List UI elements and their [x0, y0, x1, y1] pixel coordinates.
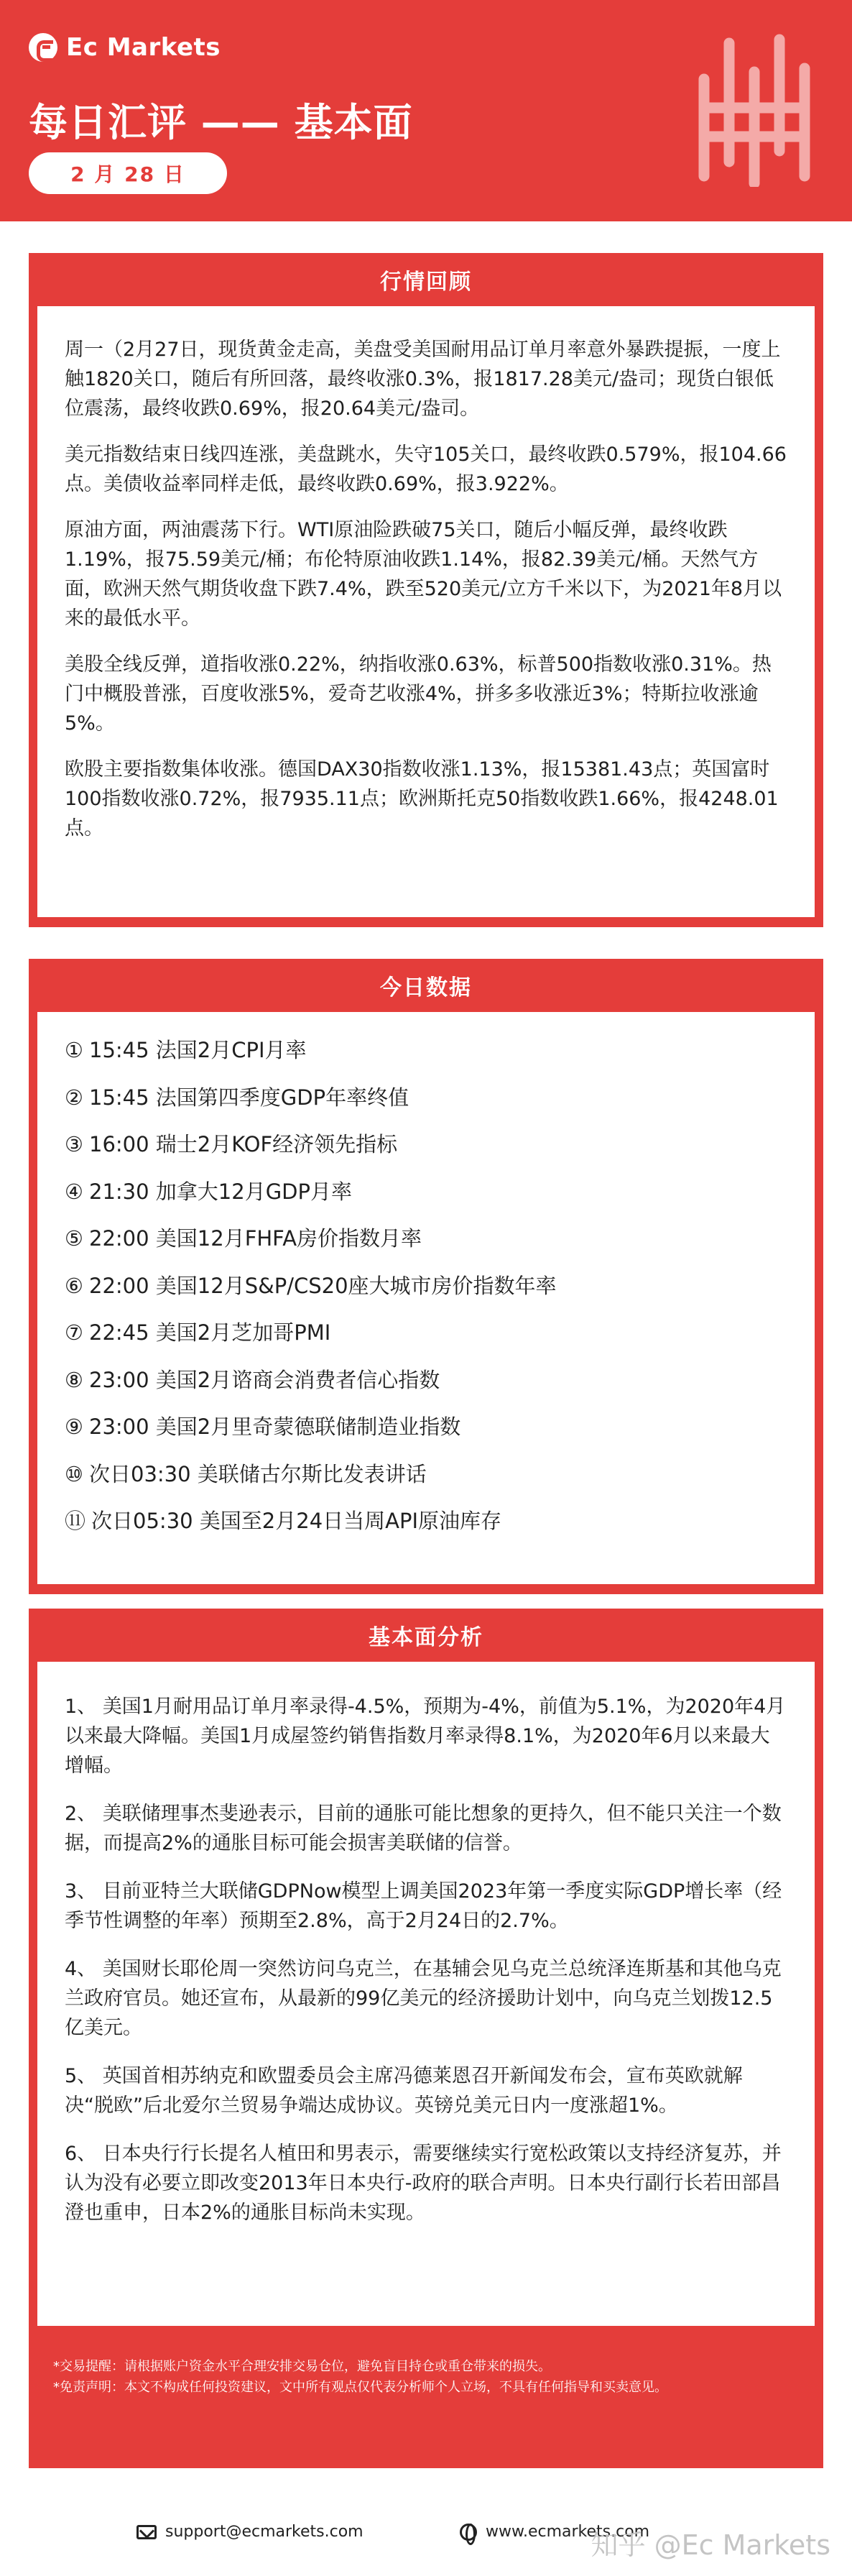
- event-number: ③: [65, 1132, 83, 1156]
- header-banner: [0, 0, 852, 221]
- event-text: 21:30 加拿大12月GDP月率: [89, 1179, 352, 1204]
- event-text: 23:00 美国2月里奇蒙德联储制造业指数: [89, 1414, 461, 1439]
- event-item: [65, 1178, 787, 1225]
- market-paragraph: 原油方面，两油震荡下行。WTI原油险跌破75关口，随后小幅反弹，最终收跌1.19%，报75.59美元/桶；布伦特原油收跌1.14%，报82.39美元/桶。天然气方面，欧洲天然气期货收盘下跌7.4%，跌至520美元/立方千米以下，为2021年8月以来的最低水平。: [65, 519, 782, 630]
- fundamental-item: 2、 美联储理事杰斐逊表示，目前的通胀可能比想象的更持久，但不能只关注一个数据，而提高2%的通胀目标可能会损害美联储的信誉。: [65, 1803, 782, 1854]
- page-title: 每日汇评 —— 基本面: [29, 100, 413, 145]
- event-item: [65, 1366, 787, 1414]
- event-item: [65, 1319, 787, 1366]
- today-data-section: [29, 959, 823, 1594]
- website-text: www.ecmarkets.com: [486, 2523, 650, 2541]
- trading-reminder: *交易提醒：请根据账户资金水平合理安排交易仓位，避免盲目持仓或重仓带来的损失。: [53, 2359, 551, 2374]
- event-text: 23:00 美国2月谘商会消费者信心指数: [89, 1367, 440, 1392]
- market-paragraph: 欧股主要指数集体收涨。德国DAX30指数收涨1.13%，报15381.43点；英国富时100指数收涨0.72%，报7935.11点；欧洲斯托克50指数收跌1.66%，报4248.01点。: [65, 758, 779, 840]
- fundamental-item: 3、 目前亚特兰大联储GDPNow模型上调美国2023年第一季度实际GDP增长率（经季节性调整的年率）预期至2.8%，高于2月24日的2.7%。: [65, 1880, 782, 1932]
- event-number: ⑥: [65, 1273, 83, 1298]
- event-item: [65, 1413, 787, 1460]
- event-number: ①: [65, 1038, 83, 1062]
- disclaimer-box: [29, 2336, 823, 2468]
- section-heading: 基本面分析: [369, 1625, 483, 1650]
- event-item: [65, 1131, 787, 1178]
- today-data-list: [37, 1012, 815, 1584]
- event-item: [65, 1036, 787, 1084]
- section-heading: 行情回顾: [380, 270, 472, 295]
- fundamental-item: 1、 美国1月耐用品订单月率录得-4.5%，预期为-4%，前值为5.1%，为2020年4月以来最大降幅。美国1月成屋签约销售指数月率录得8.1%，为2020年6月以来最大增幅。: [65, 1696, 786, 1777]
- market-review-section: [29, 253, 823, 927]
- fundamental-item: 4、 美国财长耶伦周一突然访问乌克兰，在基辅会见乌克兰总统泽连斯基和其他乌克兰政府官员。她还宣布，从最新的99亿美元的经济援助计划中，向乌克兰划拨12.5亿美元。: [65, 1958, 782, 2039]
- event-item: [65, 1460, 787, 1508]
- market-paragraph: 美股全线反弹，道指收涨0.22%，纳指收涨0.63%，标普500指数收涨0.31%。热门中概股普涨，百度收涨5%，爱奇艺收涨4%，拼多多收涨近3%；特斯拉收涨逾5%。: [65, 653, 772, 735]
- event-number: ④: [65, 1179, 83, 1204]
- event-text: 22:00 美国12月FHFA房价指数月率: [89, 1226, 422, 1251]
- event-item: [65, 1507, 787, 1555]
- fundamental-item: 6、 日本央行行长提名人植田和男表示，需要继续实行宽松政策以支持经济复苏，并认为没有必要立即改变2013年日本央行-政府的联合声明。日本央行副行长若田部昌澄也重申，日本2%的通胀目标尚未实现。: [65, 2143, 782, 2224]
- event-text: 15:45 法国第四季度GDP年率终值: [89, 1085, 409, 1110]
- event-text: 次日05:30 美国至2月24日当周API原油库存: [91, 1509, 502, 1533]
- disclaimer-text: *免责声明：本文不构成任何投资建议，文中所有观点仅代表分析师个人立场，不具有任何指导和买卖意见。: [53, 2380, 667, 2395]
- decorative-bars-graphic: [690, 29, 826, 187]
- event-text: 22:00 美国12月S&P/CS20座大城市房价指数年率: [89, 1273, 557, 1298]
- event-number: ⑦: [65, 1320, 83, 1345]
- watermark: 知乎 @Ec Markets: [591, 2529, 830, 2561]
- event-item: [65, 1084, 787, 1131]
- globe-icon: [460, 2524, 477, 2541]
- footer: [0, 2494, 852, 2576]
- date-badge: 2 月 28 日: [29, 152, 227, 194]
- event-number: ⑪: [65, 1509, 86, 1533]
- event-text: 16:00 瑞士2月KOF经济领先指标: [89, 1132, 398, 1156]
- email-link[interactable]: [136, 2523, 364, 2541]
- fundamentals-section: [29, 1609, 823, 2336]
- market-review-body: [37, 306, 815, 917]
- section-heading: 今日数据: [380, 975, 472, 1000]
- event-text: 15:45 法国2月CPI月率: [89, 1038, 307, 1062]
- event-text: 22:45 美国2月芝加哥PMI: [89, 1320, 331, 1345]
- event-number: ②: [65, 1085, 83, 1110]
- market-paragraph: 美元指数结束日线四连涨，美盘跳水，失守105关口，最终收跌0.579%，报104.66点。美债收益率同样走低，最终收跌0.69%，报3.922%。: [65, 443, 787, 495]
- event-item: [65, 1225, 787, 1272]
- email-text: support@ecmarkets.com: [165, 2523, 364, 2541]
- event-number: ⑨: [65, 1414, 83, 1439]
- mail-icon: [136, 2525, 157, 2539]
- fundamentals-body: [37, 1662, 815, 2326]
- brand-logo-icon: [29, 33, 57, 62]
- market-paragraph: 周一（2月27日，现货黄金走高，美盘受美国耐用品订单月率意外暴跌提振，一度上触1820关口，随后有所回落，最终收涨0.3%，报1817.28美元/盎司；现货白银低位震荡，最终收跌0.69%，报20.64美元/盎司。: [65, 339, 781, 420]
- brand-name: Ec Markets: [66, 33, 221, 62]
- event-item: [65, 1272, 787, 1320]
- brand-logo[interactable]: [29, 33, 221, 62]
- fundamental-item: 5、 英国首相苏纳克和欧盟委员会主席冯德莱恩召开新闻发布会，宣布英欧就解决“脱欧”后北爱尔兰贸易争端达成协议。英镑兑美元日内一度涨超1%。: [65, 2065, 743, 2117]
- event-number: ⑩: [65, 1461, 83, 1486]
- event-number: ⑤: [65, 1226, 83, 1251]
- event-text: 次日03:30 美联储古尔斯比发表讲话: [89, 1461, 427, 1486]
- event-number: ⑧: [65, 1367, 83, 1392]
